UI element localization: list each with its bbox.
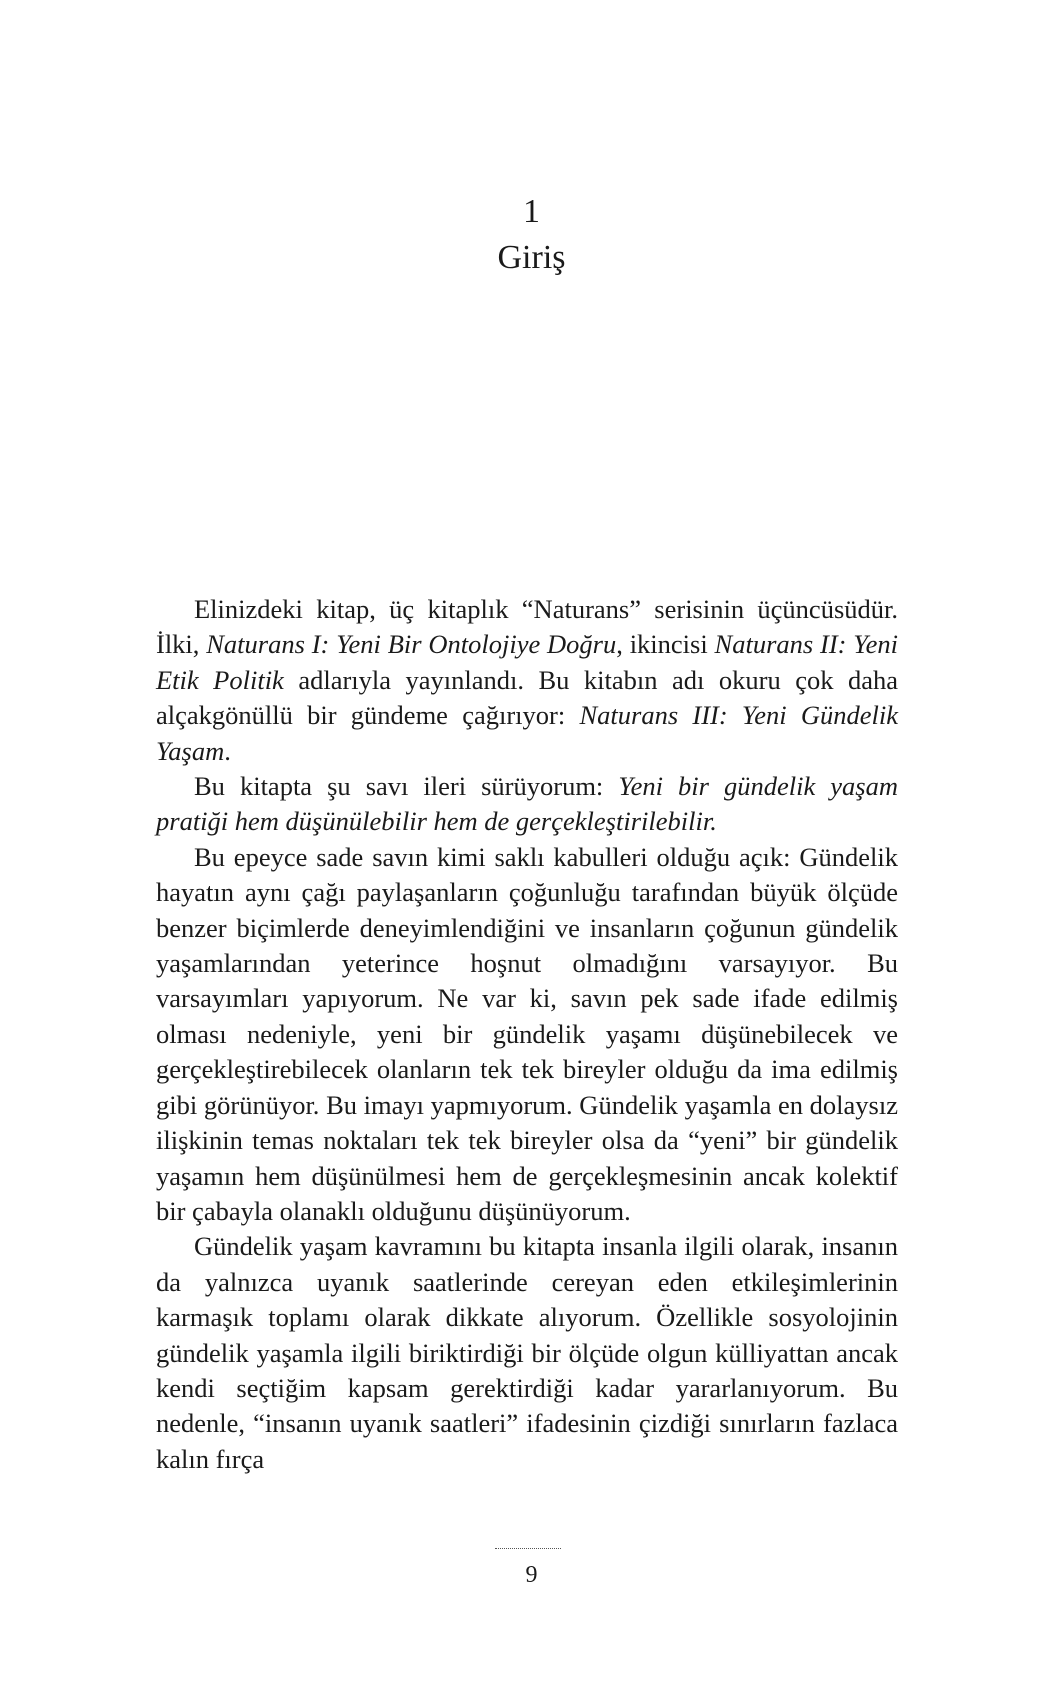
text-segment: Gündelik yaşam kavramını bu kitapta insanla ilgili olarak, insanın da yalnızca uyanık saatlerinde cereyan eden etkileşimlerinin karmaşık toplamı olarak dikkate alıyorum. Özellikle sosyolojinin gündelik yaşamla ilgili biriktirdiği bir ölçüde olgun külliyattan ancak kendi seçtiğim kapsam gerektirdiği kadar yararlanıyorum. Bu nedenle, “insanın uyanık saatleri” ifadesinin çizdiği sınırların fazlaca kalın fırça [156, 1231, 898, 1474]
book-title-2: Naturans II: Yeni Etik Politik [156, 629, 898, 695]
text-segment: adlarıyla yayınlandı. Bu kitabın adı okuru çok daha alçakgönüllü bir gündeme çağırıyor: [156, 664, 898, 731]
thesis-statement: Yeni bir gündelik yaşam pratiği hem düşünülebilir hem de gerçekleştirilebilir. [156, 771, 898, 837]
book-title-3: Naturans III: Yeni Gündelik Yaşam [156, 700, 898, 766]
chapter-number: 1 [523, 193, 540, 230]
book-title-1: Naturans I: Yeni Bir Ontolojiye Doğru [206, 629, 617, 660]
paragraph-2 [156, 769, 898, 840]
text-segment: Bu epeyce sade savın kimi saklı kabulleri olduğu açık: Gündelik hayatın aynı çağı paylaşanların çoğunluğu tarafından büyük ölçüde benzer biçimlerde deneyimlendiğini ve insanların çoğunun gündelik yaşamlarından yeterince hoşnut olmadığını varsayıyor. Bu varsayımları yapıyorum. Ne var ki, savın pek sade ifade edilmiş olması nedeniyle, yeni bir gündelik yaşamı düşünebilecek ve gerçekleştirebilecek olanların tek tek bireyler olduğu da ima edilmiş gibi görünüyor. Bu imayı yapmıyorum. Gündelik yaşamla en dolaysız ilişkinin temas noktaları tek tek bireyler olsa da “yeni” bir gündelik yaşamın hem düşünülmesi hem de gerçekleşmesinin ancak kolektif bir çabayla olanaklı olduğunu düşünüyorum. [156, 841, 898, 1226]
text-segment: Bu kitapta şu savı ileri sürüyorum: [194, 771, 619, 802]
paragraph-1 [156, 592, 898, 769]
text-segment: Elinizdeki kitap, üç kitaplık “Naturans” serisinin üçüncüsüdür. İlki, [156, 594, 898, 660]
page-number: 9 [525, 1562, 538, 1588]
text-segment: , ikincisi [616, 629, 715, 660]
paragraph-3 [156, 840, 898, 1229]
footer-divider [495, 1548, 561, 1549]
body-text [156, 592, 898, 1477]
chapter-title: Giriş [497, 239, 566, 276]
text-segment: . [224, 735, 231, 766]
paragraph-4 [156, 1229, 898, 1477]
